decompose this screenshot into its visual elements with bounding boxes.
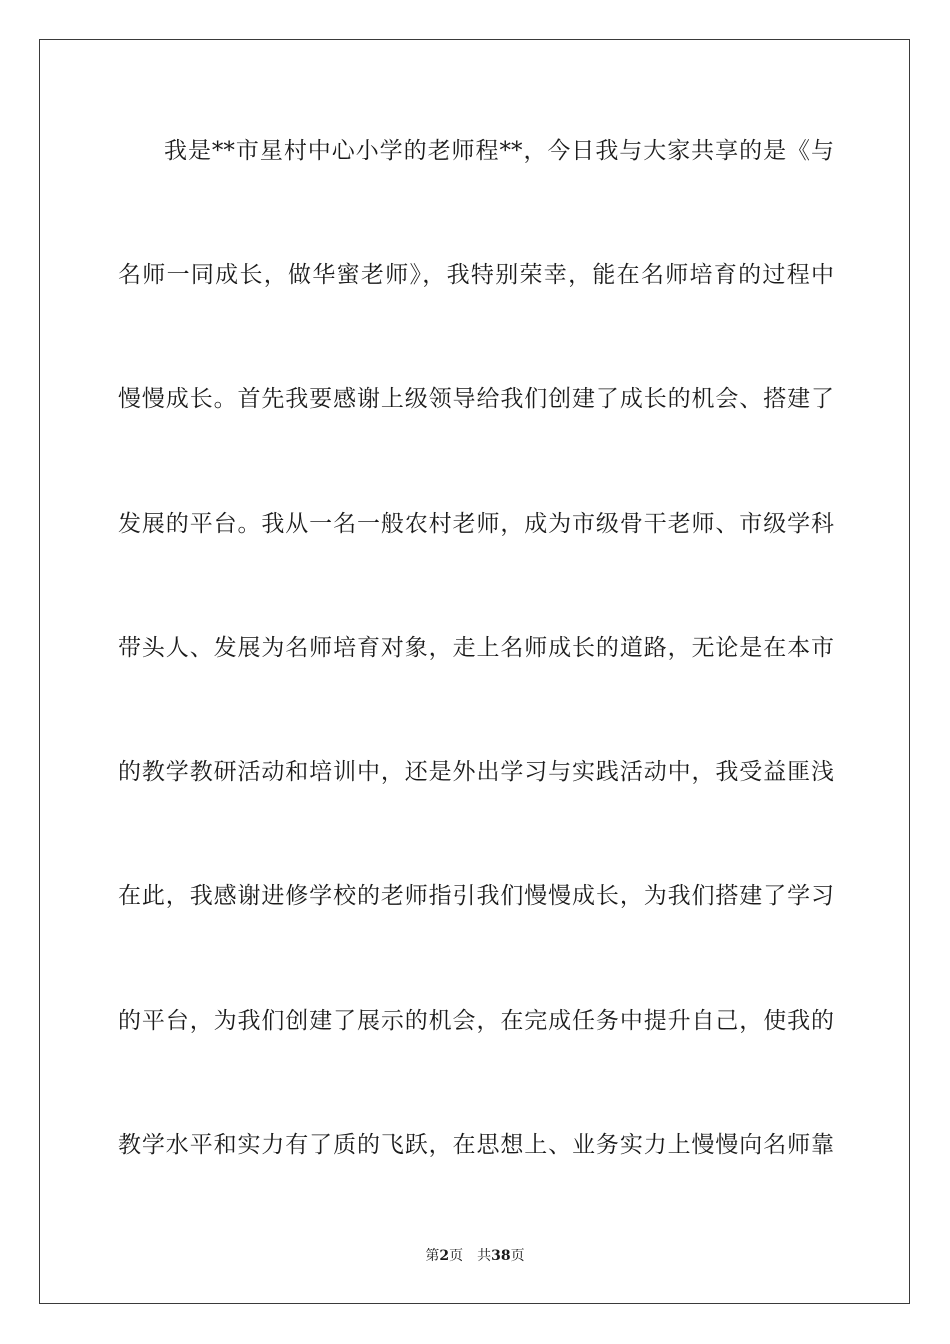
total-prefix: 共 [477,1248,492,1264]
text-line-8: 的平台，为我们创建了展示的机会，在完成任务中提升自己，使我的 [118,1008,834,1034]
total-suffix: 页 [510,1248,525,1264]
page-number: 2 [439,1248,450,1264]
text-line-5: 带头人、发展为名师培育对象，走上名师成长的道路，无论是在本市 [118,635,834,661]
page-prefix: 第 [425,1248,440,1264]
text-line-1: 我是**市星村中心小学的老师程**，今日我与大家共享的是《与 [164,138,834,164]
text-line-3: 慢慢成长。首先我要感谢上级领导给我们创建了成长的机会、搭建了 [118,386,834,412]
page-border [39,39,910,1304]
page-footer [0,1247,950,1265]
text-line-7: 在此，我感谢进修学校的老师指引我们慢慢成长，为我们搭建了学习 [118,883,834,909]
text-line-2: 名师一同成长，做华蜜老师》，我特别荣幸，能在名师培育的过程中 [118,262,834,288]
text-line-4: 发展的平台。我从一名一般农村老师，成为市级骨干老师、市级学科 [118,511,834,537]
page-suffix: 页 [449,1248,464,1264]
text-line-6: 的教学教研活动和培训中，还是外出学习与实践活动中，我受益匪浅 [118,759,834,785]
total-pages: 38 [491,1248,511,1264]
text-line-9: 教学水平和实力有了质的飞跃，在思想上、业务实力上慢慢向名师靠 [118,1132,834,1158]
